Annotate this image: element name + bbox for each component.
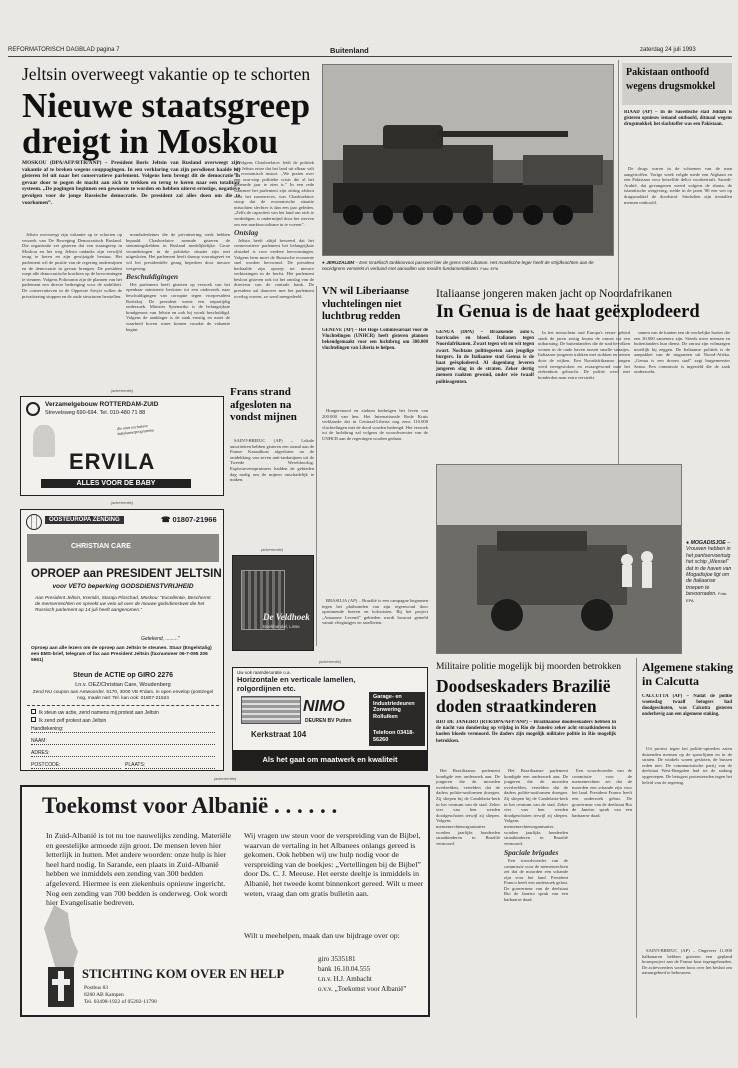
albanie-org: STICHTING KOM OVER EN HELP bbox=[82, 967, 285, 981]
brazil-col2: Het Braziliaanse parlement kondigde een onderzoek aan. De jongeren die de moorden overleefden, vertelden dat de daders politie-uniformen droegen. Zij sliepen bij de Candelaria-kerk in het centrum van de stad. Zeker vier van hen werden doodgeschoten terwijl zij sliepen. Volgens mensenrechtenorganisaties worden jaarlijks honderden straatkinderen in Brazilië vermoord. Spaciale brigades Een woordvoerder van de commissie voor de mensenrechten zei dat de moorden een schande zijn voor het land. President Franco heeft een onderzoek gelast. De gouverneur van de deelstaat Rio de Janeiro sprak van een barbaarse daad. bbox=[504, 768, 568, 903]
pakistan-title: Pakistaan onthoofd wegens drugsmokkel bbox=[626, 67, 716, 92]
oost-coupon-instruction: Zend NU coupon aan Antwoordnr. 5170, 3000 VB R'dam, in open envelop (postzegel nog, maakt niet: Tel. kan ook: 01807-21524 bbox=[32, 690, 214, 701]
main-subhead-ontslag: Ontslag bbox=[234, 228, 259, 238]
vehicle-illustration bbox=[437, 465, 682, 654]
brazil-col3: Een woordvoerder van de commissie voor de mensenrechten zei dat de moorden een schande zijn voor het land. President Franco heeft een onderzoek gelast. De gouverneur van de deelstaat Rio de Janeiro sprak van een barbaarse daad. bbox=[572, 768, 632, 818]
albanie-addr2: 8260 AB Kampen bbox=[84, 992, 124, 998]
veldhoek-brand: De Veldhoek bbox=[263, 612, 310, 622]
nimo-tel: Telefoon 03418-56260 bbox=[373, 730, 415, 743]
ad-oosteuropa[interactable] bbox=[20, 509, 224, 771]
nimo-right: Garage- en Industriedeuren Zonwering Rolluiken bbox=[373, 694, 415, 720]
masthead-rule bbox=[8, 56, 732, 57]
oost-badge: OOSTEUROPA ZENDING bbox=[45, 516, 124, 524]
albanie-bank: bank 16.10.04.555 bbox=[318, 965, 371, 973]
italie-lead: GENUA (DPA) – Braakende auto's, barricades en bloed. Italianen tegen Noordafrikanen. Zwart tegen wit en wit tegen zwart. Nochtans politiegoeten aan jeugdige burgers. In de Italiaanse stad Genua is de haat geëxplodeerd. Al dagenlang leveren jongeren slag in de straten. Zeker dertig mensen raakten gewond, onder wie twaalf politieagenten. bbox=[436, 330, 534, 385]
brasilia-body: BRASILIA (AP) – Brazilië is een campagne begonnen tegen het platbranden van zijn regenwoud door opruimende boeren en kolonisten. Bij het project „Amazone Levend” gebieden wordt bosrooi gemeld vanuit vliegtuigjes en satellieten. bbox=[322, 598, 428, 626]
column-divider bbox=[316, 286, 317, 646]
ad-tag-ervila: (advertentie) bbox=[110, 388, 134, 393]
oost-subheading: voor VETO beperking GODSDIENSTVRIJHEID bbox=[52, 583, 194, 590]
liberia-lead: GENÈVE (AP) – Het Hoge Commissariaat voor de Vluchtelingen (UNHCR) heeft gisteren plannen bekendgemaakt voor een luchtbrug om 300.000 vluchtelingen van Liberia te helpen. bbox=[322, 328, 428, 351]
oost-phone: ☎ 01807-21966 bbox=[161, 515, 217, 524]
main-col2: mondsdesleines die de privatisering sterk hebben bepaald. Chasboelatov noemde gisteren de stemmingsliebben in Rusland medelijkelijke. Grote veranderingen in de politieke situatie zijn niet uitgesloten. Het parlement heeft daarop vooruitgezet en wil het presidentiële gezag beperken door nieuwe wetgeving. Beschuldigingen Het parlement heeft gisteren op verzoek van het openbaar ministerie besloten tot een onderzoek naar beschuldigingen van corruptie tegen vicepresident Roetskoj. De president wenst een onpartijdig onderzoek. Minister Sjoemeiko is de belangrijkste bondgenoot van Jeltsin en ook hij wordt beschuldigd. Volgens de aanklager is de zaak ernstig en moet de waarheid boven water komen voordat de vakantie begint. bbox=[126, 232, 230, 332]
pakistan-lead: RIAAD (AP) – In de Saoedische stad Jiddah is gisteren opnieuw iemand onthoofd, ditmaal wegens drugsmokkel; het slachtoffer was een Pakistaan. bbox=[624, 110, 732, 127]
masthead-date: zaterdag 24 juli 1993 bbox=[640, 47, 696, 53]
brazil-headline: Doodseskaders Brazilië doden straatkinderen bbox=[436, 676, 611, 716]
brazil-col1: Het Braziliaanse parlement kondigde een onderzoek aan. De jongeren die de moorden overleefden, vertelden dat de daders politie-uniformen droegen. Zij sliepen bij de Candelaria-kerk in het centrum van de stad. Zeker vier van hen werden doodgeschoten terwijl zij sliepen. Volgens mensenrechtenorganisaties worden jaarlijks honderden straatkinderen in Brazilië vermoord. bbox=[436, 768, 500, 846]
main-kicker: Jeltsin overweegt vakantie op te schorten bbox=[22, 64, 311, 84]
cross-logo-icon bbox=[48, 967, 74, 1007]
ervila-brand: ERVILA bbox=[69, 449, 156, 474]
baby-illustration-icon bbox=[33, 425, 55, 457]
italie-kicker: Italiaanse jongeren maken jacht op Noordafrikanen bbox=[436, 288, 672, 300]
coupon-divider bbox=[27, 705, 219, 706]
ad-nimo[interactable] bbox=[232, 667, 428, 771]
nimo-head: Horizontale en verticale lamellen, rolgordijnen etc. bbox=[237, 675, 356, 693]
phone-icon: ☎ bbox=[161, 515, 173, 524]
ad-ervila[interactable] bbox=[20, 396, 224, 496]
calcutta-body: Uit protest tegen het politie-optreden zaten duizenden mensen op de spoorlijnen en in de straten. De winkels waren gesloten, de bussen reden niet. De communistische partij van de deelstaat West-Bengalen had tot de staking opgeroepen. De betogers protesteerden tegen het beleid van de regering. bbox=[642, 746, 732, 785]
brazil-subhead: Spaciale brigades bbox=[504, 848, 559, 858]
oost-letter: Aan President Jeltsin, Kremlin, Staraja Ploschad, Moskou: "Excellentie, Beschermt de mensenrechten en spreekt uw veto uit over de nieuwe godsdienstwet die het Russisch parlement op 14 juli heeft aangenomen." bbox=[35, 596, 211, 613]
albanie-col2: Wij vragen uw steun voor de verspreiding van de Bijbel, waarvan de vertaling in het Albanees onlangs gereed is gekomen. Ook hebben wij uw hulp nodig voor de verspreiding van de boekjes: „Vertellingen bij de Bijbel” door Ds. C. J. Meeuse. Het eerste deeltje is inmiddels in Albanië, het tweede komt binnenkort gereed. Wilt u meer weten, vraag dan om gratis bulletin aan. bbox=[244, 831, 424, 898]
main-col3: Volgens Chasboelatov leidt de politiek van Jeltsin ertoe dat het land uit elkaar valt en economisch instort. „We praten over een non-stop politieke crisis die al het gebeurde jaar te zien is.” In een rede waarmee het parlement zijn zitting afsloot voor het zomerreces, was Chasboelatov stoop dat de economische situatie misschien slechter is dan een jaar geleden. „Zelfs de capaciteit van het land om zich te verdedigen, is ondermijnd door het streven om een marktsocialisme in te voeren”. Ontslag Jeltsin heeft altijd beweerd dat het conservatieve parlement het belangrijkste obstakel is voor verdere hervormingen. Volgens hem moet de Russische economie snel worden hervormd. De president herhaalde zijn oproep tot nieuwe verkiezingen in de herfst. Het parlement besloot gisteren ook tot het ontslag van de directeur van de centrale bank. De president zal daarover met het parlement overleg voeren, zo werd meegedeeld. bbox=[234, 160, 314, 299]
tank-photo-caption: ● JERUZALEM – Een Israëlisch tankkonvooi passeert hier de grens met Libanon. Het Israëlische leger heeft de strijdkrachten aan de noordgrens versterkt in verband met aanvallen van moslim-fundamentalisten. Foto: EPA bbox=[322, 260, 594, 271]
albanie-addr3: Tel. 03498-1922 of 05202-11790 bbox=[84, 999, 157, 1005]
rotterdam-logo-icon bbox=[26, 402, 40, 416]
tank-convoy-photo bbox=[322, 64, 614, 256]
main-lead: MOSKOU (DPA/AFP/RTR/ANP) – President Boris Jeltsin van Rusland overweegt zijn vakantie af te breken wegens couppogingen. In een verklaring van zijn persdienst haalde hij gisteren fel uit naar het conservatieve parlement. Volgens hem brengt dit de democratie in gevaar door te pogen de macht aan zich te trekken en terug te keren naar een totalitair systeem. „De pogingen beginnen een gewoonte te worden en hebben uiterst ernstige, negatieve gevolgen voor de jonge Russische democratie. De president zal alles doen om die te voorkomen”. bbox=[22, 160, 240, 206]
nimo-brand: NIMO bbox=[303, 698, 345, 715]
garage-door-illustration-icon bbox=[241, 696, 301, 724]
calcutta-title: Algemene staking in Calcutta bbox=[642, 660, 733, 688]
italie-headline: In Genua is de haat geëxplodeerd bbox=[436, 302, 700, 322]
column-divider bbox=[636, 658, 637, 1018]
checkbox-zelf[interactable]: Ik zend zelf protest aan Jeltsin bbox=[31, 717, 106, 724]
main-col1: Jeltsin overweegt zijn vakantie op te schorten op verzoek van De Beweging Democratisch Rusland. Die organisatie zei gisteren dat een staatsgreep in Moskou en het weg Jeltsin ondanks zijn verwijld terug te keren en zijn gewijzigde bestuur. Het parlement wil de positie van de regering ondermijnen en de democratie in gevaar brengen. De president roept alle democratische krachten op de hervormingen te steunen. Volgens Poltoranin zijn de plannen van het parlement een directe bedreiging voor de stabiliteit. De conservatieven in de Opperste Sovjet willen de privatisering stoppen en de oude structuren herstellen. bbox=[22, 232, 122, 299]
oost-heading: OPROEP aan PRESIDENT JELTSIN bbox=[31, 568, 222, 580]
pakistan-body: De drugs waren in de schoenen van de man aangetroffen. Vorige week volgde mede een Afghaan en een Pakistaan voor hetzelfde delict voorbestraft. Saoedi-Arabië, dat gevangenen weerd volgens de sharia, de islamitische wetgeving, stelde in de jaren '80 een wet op drugsmokkel de doodstraf. Sindsdien zijn tientallen mensen onthoofd. bbox=[624, 166, 732, 205]
italie-body: In het mistschein oud Europa's eerste gebied sinds de jaren zestig kwam de onrust tot een uitbarsting. De buitenlanders die de stad bevolken wonen in de oude haven tussen smalle straatjes. Italiaanse jongeren trokken met stokken en stenen door de wijken. Een Noordafrikaanse jongen werd neergestoken en zwaargewond naar het ziekenhuis gebracht. De politie werd met honderden man extra versterkt. bbox=[538, 330, 630, 380]
field-plaats[interactable]: PLAATS: bbox=[125, 762, 215, 769]
tank-illustration bbox=[323, 65, 614, 256]
albanie-bank3: t.n.v. H.J. Ambacht bbox=[318, 975, 372, 983]
frans-body: SAINT-BRIEUC (AP) – Lokale autoriteiten hebben gisteren een strand aan de Franse Kanaalkust afgesloten na de ontdekking van zeven anti-tankmijnen uit de Tweede Wereldoorlog. Explosievenopruimers hadden de gebieden dag nodig om de mijnen onschadelijk te maken. bbox=[230, 438, 314, 483]
albanie-col3: Wilt u meehelpen, maak dan uw bijdrage over op: bbox=[244, 931, 400, 940]
ad-albanie[interactable] bbox=[20, 785, 430, 1017]
masthead-section: Buitenland bbox=[330, 46, 369, 55]
albanie-col1: In Zuid-Albanië is tot nu toe nauwelijks zending. Materiële en geestelijke armoede zijn groot. De mensen leven hier letterlijk in hutten. Met andere woorden: onze hulp is hier heel hard nodig. In Sarande, een plaats in Zuid-Albanië hebben we inmiddels een zending van 300 bedden afgeleverd. Hiermee is een ziekenhuis opnieuw ingericht. Nog een zending van 700 bedden is onderweg. Ook wordt hier Evangelisatie bedreven. bbox=[46, 831, 232, 908]
albanie-title: Toekomst voor Albanië . . . . . . bbox=[42, 793, 338, 818]
main-headline: Nieuwe staatsgreep dreigt in Moskou bbox=[22, 86, 311, 161]
field-adres[interactable]: ADRES: bbox=[31, 750, 215, 757]
frans-title: Frans strand afgesloten na vondst mijnen bbox=[230, 386, 297, 423]
oost-recipient: t.n.v. OEZ/Christian Care, Woudenberg bbox=[75, 682, 171, 688]
nimo-sub: DEUREN BV Putten bbox=[305, 718, 352, 724]
field-naam[interactable]: NAAM: bbox=[31, 738, 215, 745]
mogadishu-photo-caption: ● MOGADISJOE – Vrouwen hebben in het pantservoertuig het schip „Wessel” dat in de haven van Mogadisjoe ligt om de Italiaanse troepen te bevoorraden. Foto: EPA bbox=[686, 540, 732, 603]
albanie-bank2: o.v.v. „Toekomst voor Albanië” bbox=[318, 985, 407, 993]
nimo-top: Uw ook raamdecoratie o.a. bbox=[237, 670, 291, 675]
oost-appeal: Oproep aan alle lezers om de oproep aan Jeltsin te steunen. Stuur (Engelstalig) een EMS-brief, telegram of fax aan President Jeltsin (faxnummer 06-7-095 206 5961) bbox=[31, 646, 212, 663]
field-postcode[interactable]: POSTCODE: bbox=[31, 762, 121, 769]
ad-tag-nimo: (advertentie) bbox=[318, 659, 342, 664]
italie-body2: samen van de kanten een de werkelijke boetes die een 30.000 samenerz zijn. Steeds meer mensen en buitenlanders hun dienst. De onrust zijn volmaagen moeilijk hij zeggen. De Italiaanse politiek is de aanpakket van de migranten uit Noord-Afrika. „Genua is een droom stad” zegt burgemeester Sansa. Een commissie is ingesteld die de zaak onderzoekt. bbox=[634, 330, 730, 375]
oost-giro: Steun de ACTIE op GIRO 2276 bbox=[72, 672, 174, 679]
christian-care-label: CHRISTIAN CARE bbox=[71, 543, 131, 550]
ervila-address-line1: Verzamelgebouw ROTTERDAM-ZUID bbox=[45, 401, 159, 408]
albanie-addr1: Postbus 83 bbox=[84, 985, 108, 991]
globe-icon bbox=[26, 514, 42, 530]
liberia-body: Hongersnood en ziekten bedreigen het leven van 200.000 van hen. Het Internationale Rode Kruis verklaarde dat in Centraal-Liberia nog eens 110.000 vluchtelingen met de dood worden bedreigd. Het verzoek tot de luchtbrug zal volgens de woordvoerster van de UNHCR aan de regeringen worden gedaan. bbox=[322, 408, 428, 441]
calcutta-lead: CALCUTTA (AP) – Nadat de politie woensdag twaalf betogers had doodgeschoten, was Calcutta gisteren onderhevig aan een algemene staking. bbox=[642, 694, 732, 717]
brazil-kicker: Militaire politie mogelijk bij moorden betrokken bbox=[436, 662, 621, 672]
ad-veldhoek[interactable] bbox=[232, 555, 314, 651]
ervila-address-line2: Strevelsweg 690-694. Tel. 010-480 71 88 bbox=[45, 410, 146, 416]
veldhoek-sub: Boekhandel, Lisse bbox=[263, 624, 300, 629]
albanie-giro: giro 3535181 bbox=[318, 955, 356, 963]
oost-signature: Getekend, ........." bbox=[141, 636, 180, 642]
ad-tag-albanie: (advertentie) bbox=[213, 776, 237, 781]
ad-tag-oosteuropa: (advertentie) bbox=[110, 500, 134, 505]
ervila-slogan: ALLES VOOR DE BABY bbox=[41, 479, 191, 488]
ervila-note: Zie onze exclusieve babykamerprogramma bbox=[116, 422, 155, 437]
nimo-address: Kerkstraat 104 bbox=[251, 730, 307, 739]
liberia-title: VN wil Liberiaanse vluchtelingen niet luchtbrug redden bbox=[322, 286, 409, 322]
checkbox-steun[interactable]: Ik steun uw actie, zend namens mij protest aan Jeltsin bbox=[31, 709, 159, 716]
ad-tag-veldhoek: (advertentie) bbox=[260, 547, 284, 552]
nimo-bottom: Als het gaat om maatwerk en kwaliteit bbox=[233, 750, 427, 770]
brazil-lead: RIO DE JANEIRO (RTR/DPA/AFP/ANP) – Braziliaanse doodseskaders hebben in de nacht van donderdag op vrijdag in Rio de Janeiro zeker acht straatkinderen in koelen bloede vermoord. De daders zijn mogelijk militaire politie in Rio mogelijk betrokken. bbox=[436, 720, 616, 744]
masthead-left: REFORMATORISCH DAGBLAD pagina 7 bbox=[8, 47, 120, 53]
saintbrieuc-body: SAINT-BRIEUC (AP) – Ongeveer 11.000 balkanaren hebben gisteren een gepland bouwproject aan de Franse kust tegengehouden. De actievoerders waren boos over het besluit om natuurgebied te bebouwen. bbox=[642, 948, 732, 976]
mogadishu-photo bbox=[436, 464, 682, 654]
main-subhead-beschuldigingen: Beschuldigingen bbox=[126, 272, 179, 282]
field-handtekening[interactable]: Handtekening: bbox=[31, 726, 215, 733]
